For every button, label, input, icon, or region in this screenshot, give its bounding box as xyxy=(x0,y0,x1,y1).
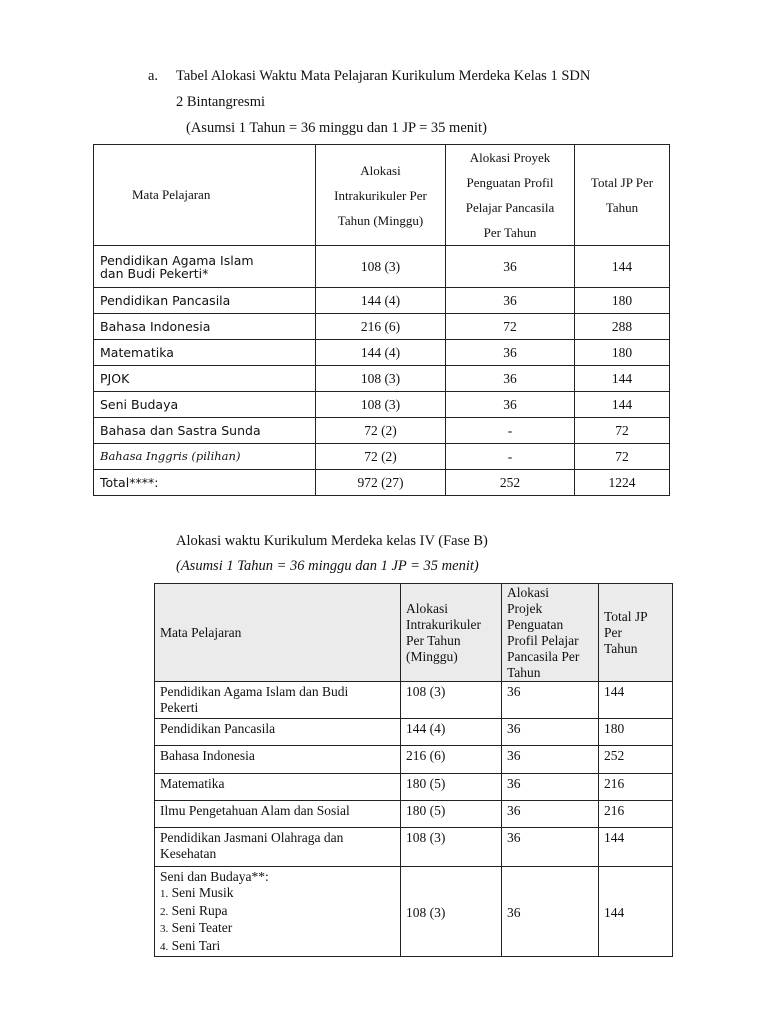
cell-total: 144 xyxy=(575,392,670,418)
cell-subject: Seni Budaya xyxy=(94,392,316,418)
table-header-row xyxy=(155,584,673,682)
list-label: Seni Teater xyxy=(171,920,233,935)
cell-intra: 108 (3) xyxy=(401,828,502,867)
cell-p5: 36 xyxy=(502,801,599,828)
header-p5-line: Penguatan Profil xyxy=(466,175,554,190)
list-item xyxy=(160,920,395,938)
cell-intra: 144 (4) xyxy=(401,719,502,746)
header-intra-line: Intrakurikuler xyxy=(406,616,481,632)
subject-line: Pekerti xyxy=(160,700,199,715)
table-row xyxy=(94,366,670,392)
cell-intra: 972 (27) xyxy=(316,470,446,496)
header-total-line: Total JP Per xyxy=(590,175,654,190)
cell-total: 144 xyxy=(599,828,673,867)
cell-total: 252 xyxy=(599,746,673,774)
list-number: 3. xyxy=(160,923,169,935)
header-p5-line: Pancasila Per xyxy=(507,648,580,664)
cell-intra: 180 (5) xyxy=(401,801,502,828)
cell-intra: 108 (3) xyxy=(316,392,446,418)
list-label: Seni Rupa xyxy=(171,902,228,918)
cell-intra: 72 (2) xyxy=(316,444,446,470)
cell-p5: 36 xyxy=(446,340,575,366)
cell-p5: 36 xyxy=(502,867,599,957)
cell-p5: 36 xyxy=(446,288,575,314)
header-total-line: Total JP xyxy=(604,608,648,624)
section2-assumption: (Asumsi 1 Tahun = 36 minggu dan 1 JP = 35 menit) xyxy=(176,558,479,574)
cell-total: 144 xyxy=(575,366,670,392)
header-intra-line: (Minggu) xyxy=(406,648,458,664)
table-row xyxy=(155,801,673,828)
cell-p5: 72 xyxy=(446,314,575,340)
cell-subject: Pendidikan Pancasila xyxy=(155,719,401,746)
header-p5 xyxy=(446,145,575,246)
table-row xyxy=(155,719,673,746)
cell-subject: Matematika xyxy=(94,340,316,366)
list-label: Seni Tari xyxy=(171,937,221,953)
header-p5-line: Alokasi Proyek xyxy=(469,150,551,165)
cell-subject xyxy=(94,246,316,288)
cell-subject: Bahasa Inggris (pilihan) xyxy=(94,444,316,470)
section1-title-line1: Tabel Alokasi Waktu Mata Pelajaran Kurikulum Merdeka Kelas 1 SDN xyxy=(176,68,591,84)
table-row xyxy=(155,774,673,801)
table-header-row xyxy=(94,145,670,246)
list-item xyxy=(160,938,395,956)
cell-total: 216 xyxy=(599,774,673,801)
cell-subject xyxy=(155,828,401,867)
cell-subject: Matematika xyxy=(155,774,401,801)
cell-total: 144 xyxy=(599,682,673,719)
cell-p5: 252 xyxy=(446,470,575,496)
header-total-line: Tahun xyxy=(604,640,638,656)
cell-intra: 108 (3) xyxy=(401,682,502,719)
cell-total-label: Total****: xyxy=(94,470,316,496)
table-row xyxy=(94,246,670,288)
cell-p5: 36 xyxy=(446,246,575,288)
cell-total: 180 xyxy=(599,719,673,746)
cell-intra: 108 (3) xyxy=(316,366,446,392)
header-intra-line: Tahun (Minggu) xyxy=(337,212,424,228)
section1-marker: a. xyxy=(148,68,159,84)
header-total xyxy=(599,584,673,682)
cell-intra: 180 (5) xyxy=(401,774,502,801)
header-p5-line: Per Tahun xyxy=(483,225,537,240)
table-row xyxy=(94,392,670,418)
header-intra-line: Alokasi xyxy=(360,162,401,178)
cell-p5: 36 xyxy=(502,828,599,867)
seni-list xyxy=(160,885,395,955)
cell-total: 1224 xyxy=(575,470,670,496)
seni-subject: Seni dan Budaya**: xyxy=(160,869,269,884)
cell-total: 144 xyxy=(599,867,673,957)
cell-p5: 36 xyxy=(502,719,599,746)
header-p5 xyxy=(502,584,599,682)
table-row xyxy=(94,444,670,470)
subject-line: Pendidikan Agama Islam xyxy=(100,252,254,268)
header-total-line: Tahun xyxy=(605,200,639,215)
cell-intra: 108 (3) xyxy=(316,246,446,288)
header-p5-line: Tahun xyxy=(507,664,541,680)
cell-total: 180 xyxy=(575,340,670,366)
cell-subject xyxy=(155,682,401,719)
cell-intra: 144 (4) xyxy=(316,288,446,314)
list-number: 4. xyxy=(160,940,169,953)
cell-p5: 36 xyxy=(446,392,575,418)
header-intra-line: Per Tahun xyxy=(406,632,461,648)
cell-subject xyxy=(155,867,401,957)
cell-total: 288 xyxy=(575,314,670,340)
subject-line: Pendidikan Agama Islam dan Budi xyxy=(160,684,349,699)
subject-line: Pendidikan Jasmani Olahraga dan xyxy=(160,830,344,845)
header-total xyxy=(575,145,670,246)
cell-total: 180 xyxy=(575,288,670,314)
list-number: 2. xyxy=(160,905,169,918)
header-intra-line: Intrakurikuler Per xyxy=(334,187,427,203)
cell-intra: 108 (3) xyxy=(401,867,502,957)
section1-title-line2: 2 Bintangresmi xyxy=(176,94,266,110)
cell-subject: Bahasa Indonesia xyxy=(155,746,401,774)
table-row xyxy=(155,746,673,774)
cell-p5: 36 xyxy=(502,774,599,801)
cell-subject: Bahasa dan Sastra Sunda xyxy=(94,418,316,444)
header-p5-line: Projek xyxy=(507,600,543,616)
cell-intra: 144 (4) xyxy=(316,340,446,366)
cell-total: 144 xyxy=(575,246,670,288)
cell-intra: 72 (2) xyxy=(316,418,446,444)
table-row xyxy=(94,418,670,444)
header-p5-line: Penguatan xyxy=(507,616,564,632)
list-label: Seni Musik xyxy=(171,885,234,900)
table-total-row xyxy=(94,470,670,496)
table-row-seni xyxy=(155,867,673,957)
header-p5-line: Pelajar Pancasila xyxy=(465,200,555,215)
table-row xyxy=(94,340,670,366)
header-total-line: Per xyxy=(604,624,622,640)
table-row xyxy=(155,828,673,867)
table-row xyxy=(94,314,670,340)
cell-p5: - xyxy=(446,444,575,470)
cell-subject: Pendidikan Pancasila xyxy=(94,288,316,314)
section2-title: Alokasi waktu Kurikulum Merdeka kelas IV (Fase B) xyxy=(176,533,488,549)
cell-p5: 36 xyxy=(502,682,599,719)
header-intra xyxy=(401,584,502,682)
cell-p5: - xyxy=(446,418,575,444)
table-row xyxy=(94,288,670,314)
cell-p5: 36 xyxy=(502,746,599,774)
list-item xyxy=(160,903,395,921)
header-p5-line: Alokasi xyxy=(507,584,549,600)
cell-subject: Bahasa Indonesia xyxy=(94,314,316,340)
header-intra xyxy=(316,145,446,246)
cell-subject: Ilmu Pengetahuan Alam dan Sosial xyxy=(155,801,401,828)
cell-total: 216 xyxy=(599,801,673,828)
table-kelas-4 xyxy=(154,583,673,957)
cell-total: 72 xyxy=(575,444,670,470)
subject-line: dan Budi Pekerti* xyxy=(100,265,209,281)
header-intra-line: Alokasi xyxy=(406,600,448,616)
cell-subject: PJOK xyxy=(94,366,316,392)
cell-intra: 216 (6) xyxy=(316,314,446,340)
list-item xyxy=(160,885,395,903)
header-subject: Mata Pelajaran xyxy=(155,584,401,682)
subject-line: Kesehatan xyxy=(160,846,217,861)
table-row xyxy=(155,682,673,719)
header-p5-line: Profil Pelajar xyxy=(507,632,579,648)
list-number: 1. xyxy=(160,888,169,900)
cell-p5: 36 xyxy=(446,366,575,392)
cell-intra: 216 (6) xyxy=(401,746,502,774)
header-subject: Mata Pelajaran xyxy=(94,145,316,246)
table-kelas-1 xyxy=(93,144,670,496)
cell-total: 72 xyxy=(575,418,670,444)
section1-assumption: (Asumsi 1 Tahun = 36 minggu dan 1 JP = 35 menit) xyxy=(186,120,487,136)
